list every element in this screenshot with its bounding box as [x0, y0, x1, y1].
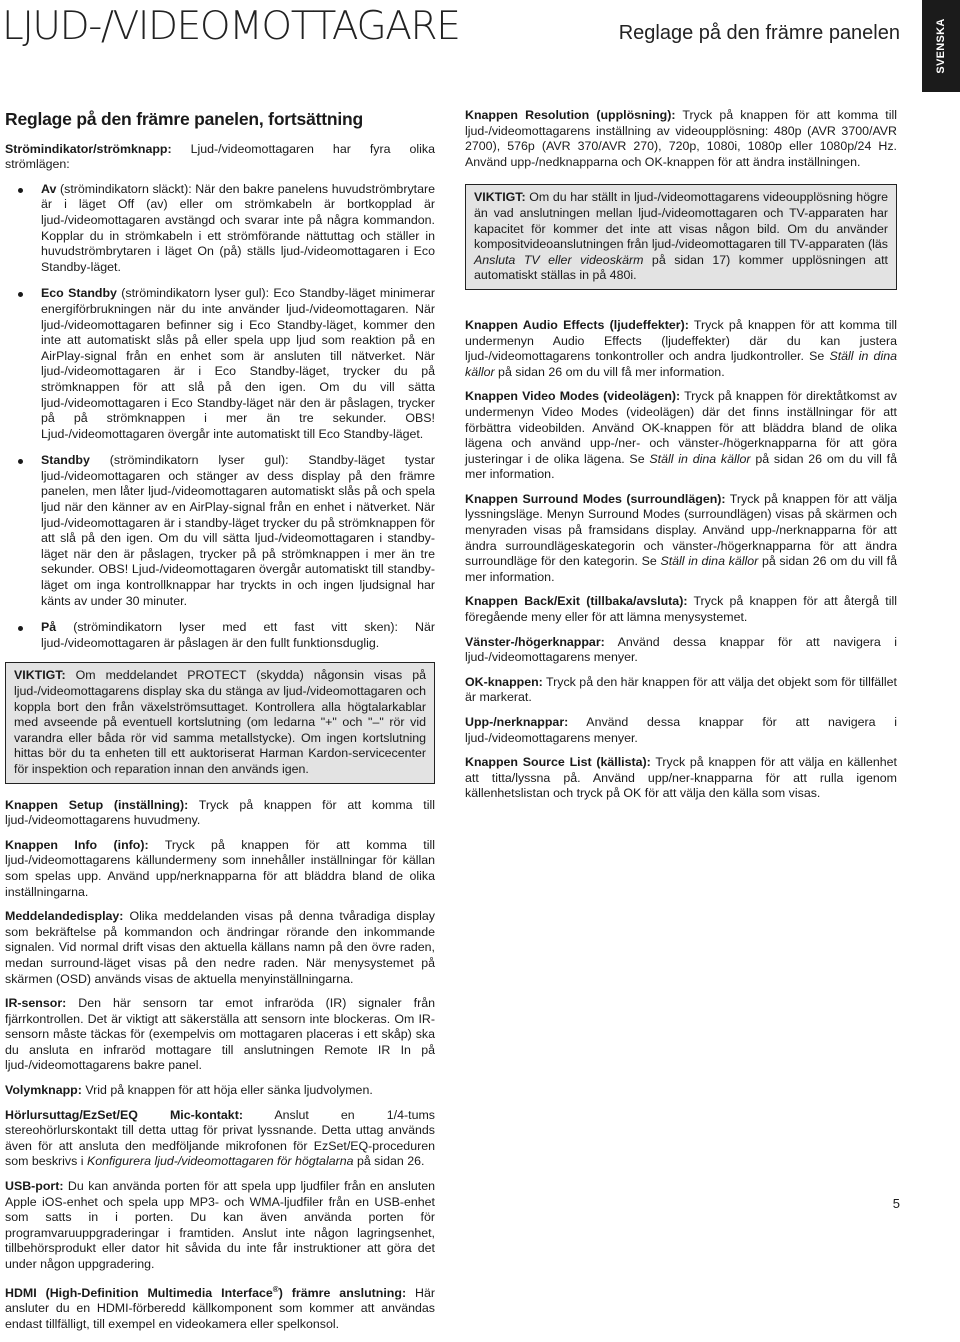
mode-text: (strömindikatorn släckt): När den bakre panelens huvudströmbrytare är i läget Off (av) eller om strömkabeln är bortkopplad är ljud-/videomottagaren avstängd och svarar inte på några kommandon. Kopplar du in strömkabeln i ett strömförande nättuttag och ställer in huvudströmbrytaren i läget On (på) ställs ljud-/videomottagaren i Eco Standby-läget.: [41, 181, 435, 274]
surround-reference: Ställ in dina källor: [660, 554, 759, 569]
audio-effects-text: Tryck på knappen för att komma till undermenyn Audio Effects (ljudeffekter) där du kan justera ljud-/videomottagarens tonkontroller och andra ljudkontroller. Se: [465, 317, 897, 364]
source-list-desc: [465, 755, 897, 802]
setup-label: Knappen Setup (inställning):: [5, 797, 189, 812]
protect-warning-box: [5, 662, 435, 783]
headphone-label: Hörlursuttag/EzSet/EQ Mic-kontakt:: [5, 1107, 243, 1122]
warning-tail: på sidan 17) kommer upplösningen att automatiskt ställas in på 480i.: [474, 252, 888, 283]
video-modes-desc: [465, 389, 897, 483]
video-modes-tail: på sidan 26 om du vill få mer information.: [465, 451, 897, 482]
right-column: [465, 108, 897, 811]
volume-text: Vrid på knappen för att höja eller sänka ljudvolymen.: [81, 1083, 373, 1098]
setup-text: Tryck på knappen för att komma till ljud-/videomottagarens huvudmeny.: [5, 797, 435, 828]
resolution-warning-box: [465, 184, 897, 290]
up-down-text: Använd dessa knappar för att navigera i ljud-/videomottagarens menyer.: [465, 715, 897, 745]
mode-label: Eco Standby: [41, 286, 117, 301]
mode-text: (strömindikatorn lyser gul): Eco Standby-läget minimerar energiförbrukningen när du inte använder ljud-/videomottagaren. När ljud-/videomottagaren befinner sig i Eco Standby-läget, kommer den inte att automatiskt slås på eller spela upp ljud som reaktion på en AirPlay-signal från en enhet som är ansluten till nätverket. När ljud-/videomottagaren är i Eco Standby-läget, trycker du på strömknappen för att slå på den igen. Om du vill sätta ljud-/videomottagaren i Eco Standby-läget när den är påslagen, trycker på på strömknappen i mer än tre sekunder. OBS! Ljud-/videomottagaren övergår inte automatiskt till Eco Standby-läget.: [41, 286, 435, 441]
info-label: Knappen Info (info):: [5, 837, 149, 852]
left-right-text: Använd dessa knappar för att navigera i ljud-/videomottagarens menyer.: [465, 634, 897, 665]
info-button-desc: [5, 838, 435, 900]
headphone-jack-desc: [5, 1108, 435, 1170]
bullet-icon: [18, 459, 23, 464]
power-intro-text: Ljud-/videomottagaren har fyra olika strömlägen:: [5, 141, 435, 172]
source-list-text: Tryck på knappen för att välja en källenhet att titta/lyssna på. Använd upp/ner-knapparna för att rulla igenom källenhetslistan och tryck på OK för att välja den källa som visas.: [465, 755, 897, 801]
ok-button-desc: [465, 675, 897, 706]
usb-port-desc: [5, 1179, 435, 1273]
usb-label: USB-port:: [5, 1179, 64, 1194]
usb-text: Du kan använda porten för att spela upp ljudfiler från en ansluten Apple iOS-enhet och spela upp MP3- och WMA-ljudfiler från en USB-enhet som satts in i porten. Du kan även använda porten för programvaruuppgraderingar i framtiden. Anslut inte någon lagringsenhet, tillbehörsprodukt eller dator hit såvida du inte får instruktioner att göra det under någon uppgradering.: [5, 1179, 435, 1271]
headphone-reference: Konfigurera ljud-/videomottagaren för högtalarna: [86, 1154, 354, 1169]
headphone-tail: på sidan 26.: [353, 1154, 425, 1169]
audio-effects-label: Knappen Audio Effects (ljudeffekter):: [465, 317, 689, 332]
mode-label: Av: [41, 181, 57, 196]
power-mode-list: [5, 182, 435, 652]
resolution-button-desc: [465, 108, 897, 170]
audio-effects-tail: på sidan 26 om du vill få mer information.: [494, 364, 725, 379]
hdmi-label: HDMI (High-Definition Multimedia Interface: [5, 1285, 273, 1300]
video-modes-reference: Ställ in dina källor: [649, 451, 751, 466]
warning-reference: Ansluta TV eller videoskärm: [474, 252, 644, 267]
video-modes-label: Knappen Video Modes (videolägen):: [465, 389, 681, 404]
up-down-buttons-desc: [465, 715, 897, 746]
bullet-icon: [18, 188, 23, 193]
page-number: 5: [892, 1196, 900, 1211]
page-header-subtitle: Reglage på den främre panelen: [618, 22, 900, 44]
list-item: [5, 286, 435, 442]
surround-text: Tryck på knappen för att välja lyssningsläge. Menyn Surround Modes (surroundlägen) visas på skärmen och menyraden visas på framsidans display. Använd upp-/nerknapparna för att ändra surroundlägeskategorin och vänster-/högerknapparna för att ändra surroundläge för den kategorin. Se: [465, 491, 897, 569]
ir-sensor-desc: [5, 996, 435, 1074]
ok-label: OK-knappen:: [465, 674, 543, 689]
volume-knob-desc: [5, 1083, 435, 1099]
power-intro: [5, 142, 435, 173]
warning-text: Om du har ställt in ljud-/videomottagarens videoupplösning högre än vad anslutningen mellan ljud-/videomottagaren och TV-apparaten har kapacitet för kommer det inte att visas någon bild. Om du använder kompositvideoanslutningen från ljud-/videomottagaren till TV-apparaten (läs: [474, 190, 888, 252]
back-exit-label: Knappen Back/Exit (tillbaka/avsluta):: [465, 594, 688, 609]
language-tab-label: SVENSKA: [935, 18, 947, 74]
bullet-icon: [18, 626, 23, 631]
mode-label: Standby: [41, 453, 90, 468]
audio-effects-desc: [465, 318, 897, 380]
surround-tail: på sidan 26 om du vill få mer information.: [465, 554, 897, 584]
display-label: Meddelandedisplay:: [5, 909, 124, 924]
section-title: Reglage på den främre panelen, fortsättning: [5, 109, 363, 129]
surround-label: Knappen Surround Modes (surroundlägen):: [465, 491, 726, 506]
up-down-label: Upp-/nerknappar:: [465, 715, 569, 729]
bullet-icon: [18, 292, 23, 297]
message-display-desc: [5, 909, 435, 987]
hdmi-label-tail: ) främre anslutning:: [278, 1285, 407, 1300]
surround-modes-desc: [465, 492, 897, 586]
list-item: [5, 453, 435, 609]
source-list-label: Knappen Source List (källista):: [465, 755, 651, 770]
back-exit-desc: [465, 594, 897, 625]
ir-text: Den här sensorn tar emot infraröda (IR) signaler från fjärrkontrollen. Det är viktigt att säkerställa att sensorn inte blockeras. Om IR-sensorn måste täckas för (exempelvis om mottagaren placeras i ett skåp) ska du ansluta en infraröd mottagare till anslutningen Remote IR In på ljud-/videomottagarens bakre panel.: [5, 996, 435, 1073]
hdmi-text: Här ansluter du en HDMI-förberedd källkomponent som kommer att användas endast tillfälligt, till exempel en videokamera eller spelkonsol.: [5, 1285, 435, 1331]
power-intro-label: Strömindikator/strömknapp:: [5, 141, 172, 156]
info-text: Tryck på knappen för att komma till ljud-/videomottagarens källundermeny som innehåller inställningar för källan som spelas upp. Använd upp/nerknapparna för att bläddra bland de olika inställningarna.: [5, 837, 435, 899]
language-tab: [922, 0, 960, 92]
mode-text: (strömindikatorn lyser gul): Standby-läget tystar ljud-/videomottagaren och stänger av dess display på den främre panelen, men låter ljud-/videomottagaren automatiskt slås på och spela ljud när den känner av en AirPlay-signal från en enhet i nätverket. När ljud-/videomottagaren är i standby-läget trycker du på strömknappen för att slå på den igen. Om du vill sätta ljud-/videomottagaren i standby-läget när den är påslagen, trycker på på strömknappen i mer än tre sekunder. OBS! Ljud-/videomottagaren övergår automatiskt till standby-läget om inga kontrollknappar har tryckts in och ingen ljudsignal har känts av under 30 minuter.: [41, 453, 435, 608]
warning-label: VIKTIGT:: [474, 190, 526, 205]
hdmi-input-desc: [5, 1282, 435, 1333]
mode-label: På: [41, 620, 57, 635]
volume-label: Volymknapp:: [5, 1083, 82, 1098]
setup-button-desc: [5, 798, 435, 829]
back-exit-text: Tryck på knappen för att återgå till föregående meny eller för att lämna menysystemet.: [465, 594, 897, 625]
left-column: [5, 108, 435, 1342]
warning-text: Om meddelandet PROTECT (skydda) någonsin visas på ljud-/videomottagarens display ska du stänga av ljud-/videomottagaren och koppla bort den från växelströmsuttaget. Kontrollera alla högtalarkablar med avseende på eventuell kortslutning (om ledarna "+" och "–" rör vid varandra eller båda rör vid samma metallstycke). Om ingen kortslutning hittas bör du ta enheten till ett auktoriserat Harman Kardon-servicecenter för inspektion och reparation innan den används igen.: [14, 668, 426, 776]
resolution-label: Knappen Resolution (upplösning):: [465, 108, 676, 122]
audio-effects-reference: Ställ in dina källor: [465, 349, 897, 379]
resolution-text: Tryck på knappen för att komma till ljud-/videomottagarens inställning av videoupplösning: 480p (AVR 3700/AVR 2700), 576p (AVR 370/AVR 270), 720p, 1080i, 1080p eller 1080p/24 Hz. Använd upp-/nedknapparna och OK-knappen för att ändra inställningen.: [465, 108, 898, 169]
display-text: Olika meddelanden visas på denna tvåradiga display som bekräftelse på kommandon och ändringar rörande den inkommande signalen. Vid normal drift visas den aktuella källans namn på den övre raden, medan surround-läget visas på den nedre raden. När menysystemet på skärmen (OSD) används visas de aktuella menyinställningarna.: [5, 909, 435, 986]
left-right-label: Vänster-/högerknappar:: [465, 634, 605, 649]
video-modes-text: Tryck på knappen för direktåtkomst av undermenyn Video Modes (videolägen) där det finns inställningar för att förbättra videobilden. Använd OK-knappen för att bläddra bland de olika lägena och använd upp-/ner- och vänster-/högerknapparna för att göra justeringar i de olika lägena. Se: [465, 389, 897, 466]
ir-label: IR-sensor:: [5, 996, 67, 1011]
list-item: [5, 182, 435, 276]
ok-text: Tryck på den här knappen för att välja det objekt som för tillfället är markerat.: [465, 674, 897, 705]
list-item: [5, 620, 435, 651]
page-header-title: LJUD-/VIDEOMOTTAGARE: [2, 4, 460, 49]
headphone-text: Anslut en 1/4-tums stereohörlurskontakt till detta uttag för privat lyssnande. Detta uttag används även för att ansluta den medföljande mikrofonen för EzSet/EQ-proceduren som beskrivs i: [5, 1107, 435, 1169]
left-right-buttons-desc: [465, 635, 897, 666]
registered-mark: ®: [272, 1284, 279, 1294]
mode-text: (strömindikatorn lyser med ett fast vitt sken): När ljud-/videomottagaren är påslagen är den fullt funktionsduglig.: [41, 620, 435, 650]
warning-label: VIKTIGT:: [14, 668, 66, 683]
